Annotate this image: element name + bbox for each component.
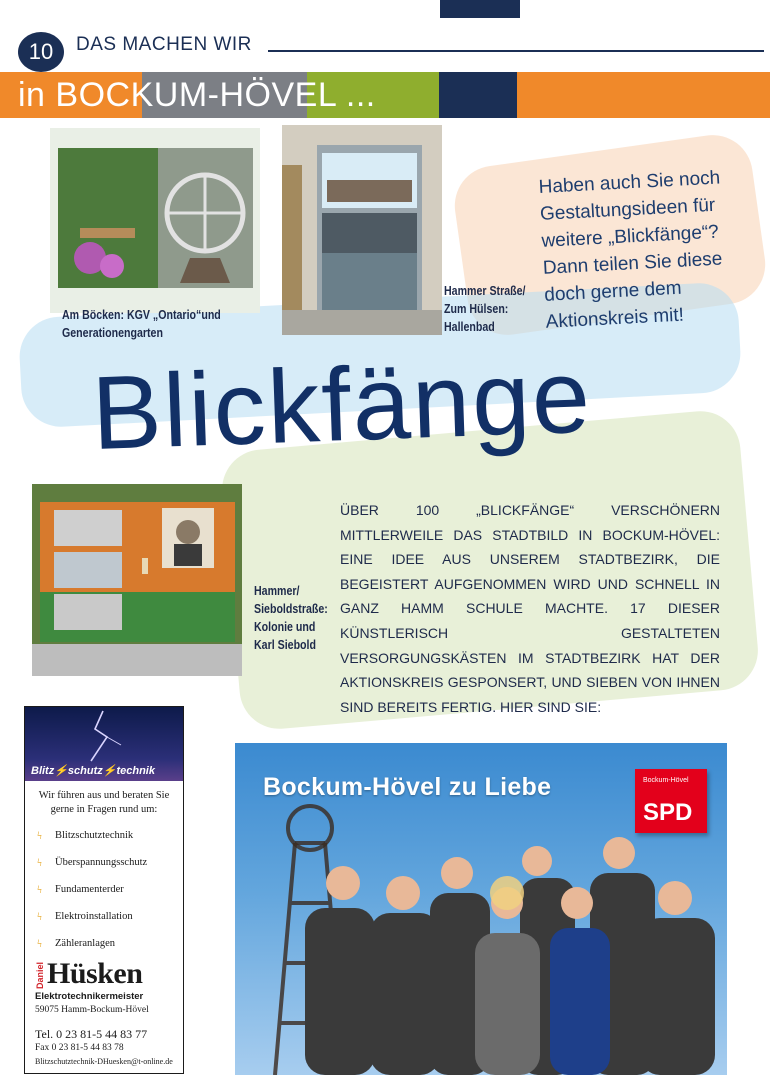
section-title: DAS MACHEN WIR: [76, 34, 252, 55]
band-navy: [439, 72, 517, 118]
photo-kolonie-siebold: [32, 484, 242, 676]
page-title: in BOCKUM-HÖVEL ...: [18, 76, 376, 114]
caption-line: Hammer Straße/: [444, 284, 526, 298]
bolt-icon: ϟ: [37, 857, 42, 869]
caption-line: Hammer/: [254, 584, 300, 598]
caption-line: Sieboldstraße:: [254, 602, 328, 616]
advertisement-huesken: [24, 706, 184, 1074]
ad-service-item: [37, 856, 147, 883]
ad-service-label: Zähleranlagen: [55, 938, 116, 949]
ad-company-name: [35, 959, 142, 989]
cta-line: weitere „Blickfänge“?: [540, 221, 720, 252]
photo-kolonie-siebold-art: [32, 484, 242, 676]
caption-line: Karl Siebold: [254, 638, 316, 652]
section-rule: [268, 50, 764, 52]
ad-surname: Hüsken: [47, 957, 143, 990]
cta-line: doch gerne dem: [543, 277, 683, 306]
photo-hallenbad-art: [282, 125, 442, 335]
cta-line: Dann teilen Sie diese: [542, 248, 723, 279]
spd-logo: [635, 769, 707, 833]
ad-service-item: [37, 910, 147, 937]
caption-kgv-ontario: [62, 306, 221, 342]
ad-first-name: Daniel: [35, 961, 45, 989]
spd-group-photo: [235, 743, 727, 1075]
ad-service-item: [37, 829, 147, 856]
page-number: 10: [18, 32, 64, 72]
headline: Blickfänge: [90, 338, 594, 472]
caption-line: Am Böcken: KGV „Ontario“und: [62, 308, 221, 322]
spd-logo-subtext: Bockum-Hövel: [643, 777, 689, 784]
caption-line: Kolonie und: [254, 620, 316, 634]
bolt-icon: ϟ: [37, 911, 42, 923]
ad-service-label: Überspannungsschutz: [55, 857, 148, 868]
ad-profession: Elektrotechnikermeister: [35, 991, 144, 1002]
cta-line: Aktionskreis mit!: [545, 304, 685, 333]
ad-address: 59075 Hamm-Bockum-Hövel: [35, 1005, 149, 1015]
ad-service-label: Blitzschutztechnik: [55, 830, 134, 841]
caption-line: Generationengarten: [62, 326, 163, 340]
caption-kolonie-siebold: [254, 582, 328, 654]
photo-kgv-ontario-art: [50, 128, 260, 313]
caption-line: Zum Hülsen:: [444, 302, 509, 316]
band-orange-right: [517, 72, 770, 118]
ad-phone: Tel. 0 23 81-5 44 83 77: [35, 1027, 148, 1041]
cta-line: Gestaltungsideen für: [539, 194, 716, 225]
ad-banner: [25, 707, 183, 781]
ad-service-item: [37, 883, 147, 910]
top-tab-decoration: [440, 0, 520, 18]
ad-intro: Wir führen aus und beraten Sie gerne in Fragen rund um:: [38, 790, 170, 815]
ad-fax: Fax 0 23 81-5 44 83 78: [35, 1043, 124, 1053]
photo-hallenbad: [282, 125, 442, 335]
photo-kgv-ontario: [50, 128, 260, 313]
cta-line: Haben auch Sie noch: [538, 167, 721, 198]
article-body: ÜBER 100 „BLICKFÄNGE“ VERSCHÖNERN MITTLERWEILE DAS STADTBILD IN BOCKUM-HÖVEL: EINE IDEE AUS UNSEREM STADTBEZIRK, DIE BEGEISTERT AUFGENOMMEN WIRD UND SCHNELL IN GANZ HAMM SCHULE MACHTE. 17 DIESER KÜNSTLERISCH GESTALTETEN VERSORGUNGSKÄSTEN IM STADTBEZIRK HAT DER AKTIONSKREIS GESPONSERT, UND SIEBEN VON IHNEN SIND BEREITS FERTIG. HIER SIND SIE:: [340, 502, 720, 715]
spd-photo-title: Bockum-Hövel zu Liebe: [263, 773, 552, 801]
ad-service-label: Fundamenterder: [55, 884, 124, 895]
caption-hallenbad: [444, 282, 525, 336]
ad-banner-label: Blitz⚡schutz⚡technik: [31, 765, 155, 777]
call-to-action-text: [538, 161, 770, 335]
ad-email: Blitzschutztechnik-DHuesken@t-online.de: [35, 1057, 173, 1066]
caption-line: Hallenbad: [444, 320, 495, 334]
bolt-icon: ϟ: [37, 938, 42, 950]
ad-service-label: Elektroinstallation: [55, 911, 133, 922]
spd-logo-text: SPD: [643, 799, 693, 826]
ad-service-list: [37, 829, 147, 964]
bolt-icon: ϟ: [37, 830, 42, 842]
bolt-icon: ϟ: [37, 884, 42, 896]
